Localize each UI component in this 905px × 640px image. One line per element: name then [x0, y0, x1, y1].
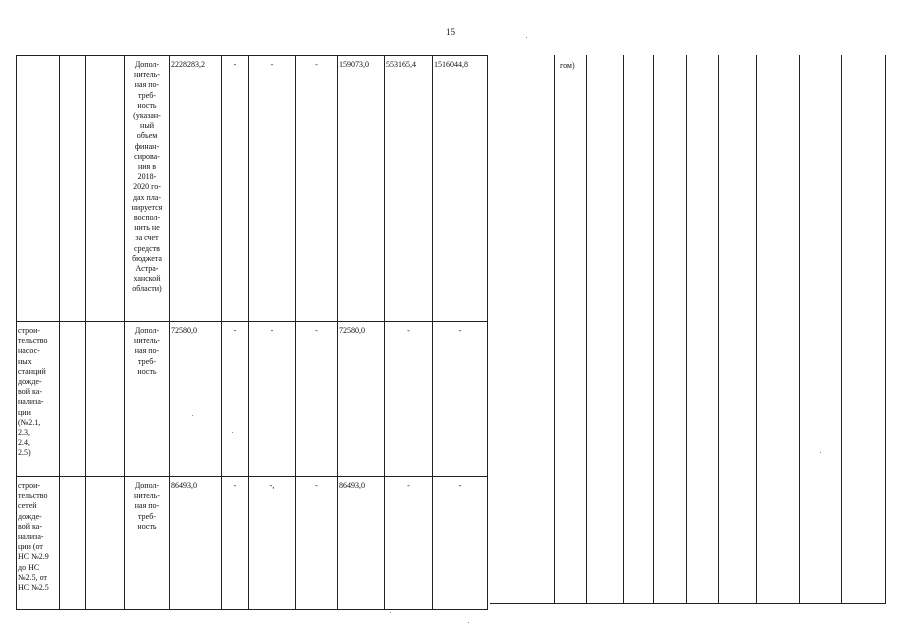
object-cell: строи- тельство насос- ных станций дожде- вой ка- нализа- ции (№2.1, 2.3, 2.4, 2.5) — [17, 322, 60, 477]
dash-cell: - — [222, 56, 249, 322]
dash-cell: - — [296, 477, 338, 610]
scan-speck — [192, 415, 193, 416]
column-rule — [686, 55, 687, 603]
year-value-cell: - — [385, 477, 433, 610]
dash-cell: - — [296, 322, 338, 477]
dash-cell: - — [249, 56, 296, 322]
dash-cell: - — [222, 322, 249, 477]
column-rule — [586, 55, 587, 603]
right-ruled-area — [490, 55, 886, 604]
column-rule — [885, 55, 886, 603]
scan-speck — [390, 612, 391, 613]
scan-speck — [468, 622, 469, 623]
object-cell: строи- тельство сетей дожде- вой ка- нализа- ции (от НС №2.9 до НС №2.5, от НС №2.5 — [17, 477, 60, 610]
column-rule — [718, 55, 719, 603]
year-value-cell: 72580,0 — [338, 322, 385, 477]
empty-cell — [86, 477, 125, 610]
object-cell — [17, 56, 60, 322]
table-row — [17, 56, 488, 322]
column-rule — [841, 55, 842, 603]
empty-cell — [86, 322, 125, 477]
page-number: 15 — [446, 27, 455, 37]
dash-cell: - — [296, 56, 338, 322]
scan-speck — [820, 452, 821, 453]
empty-cell — [60, 477, 86, 610]
year-value-cell: 86493,0 — [338, 477, 385, 610]
year-value-cell: 553165,4 — [385, 56, 433, 322]
column-rule — [554, 55, 555, 603]
column-rule — [756, 55, 757, 603]
funding-source-cell: Допол- нитель- ная по- треб- ность (указан- ный объем финан- сирова- ния в 2018- 2020 го- дах пла- нируется воспол- нить не за счет средств бюджета Астра- ханской области) — [125, 56, 170, 322]
dash-cell: - — [249, 322, 296, 477]
table-row — [17, 477, 488, 610]
funding-source-cell: Допол- нитель- ная по- треб- ность — [125, 322, 170, 477]
empty-cell — [86, 56, 125, 322]
table-row — [17, 322, 488, 477]
year-value-cell: - — [433, 322, 488, 477]
year-value-cell: - — [385, 322, 433, 477]
column-rule — [799, 55, 800, 603]
continued-text: гом) — [560, 61, 575, 70]
scan-speck — [232, 432, 233, 433]
scan-speck — [526, 37, 527, 38]
budget-table — [16, 55, 488, 610]
year-value-cell: - — [433, 477, 488, 610]
empty-cell — [60, 56, 86, 322]
total-cell: 2228283,2 — [170, 56, 222, 322]
empty-cell — [60, 322, 86, 477]
year-value-cell: 1516044,8 — [433, 56, 488, 322]
column-rule — [653, 55, 654, 603]
dash-cell: -, — [249, 477, 296, 610]
total-cell: 72580,0 — [170, 322, 222, 477]
funding-source-cell: Допол- нитель- ная по- треб- ность — [125, 477, 170, 610]
dash-cell: - — [222, 477, 249, 610]
column-rule — [623, 55, 624, 603]
year-value-cell: 159073,0 — [338, 56, 385, 322]
total-cell: 86493,0 — [170, 477, 222, 610]
